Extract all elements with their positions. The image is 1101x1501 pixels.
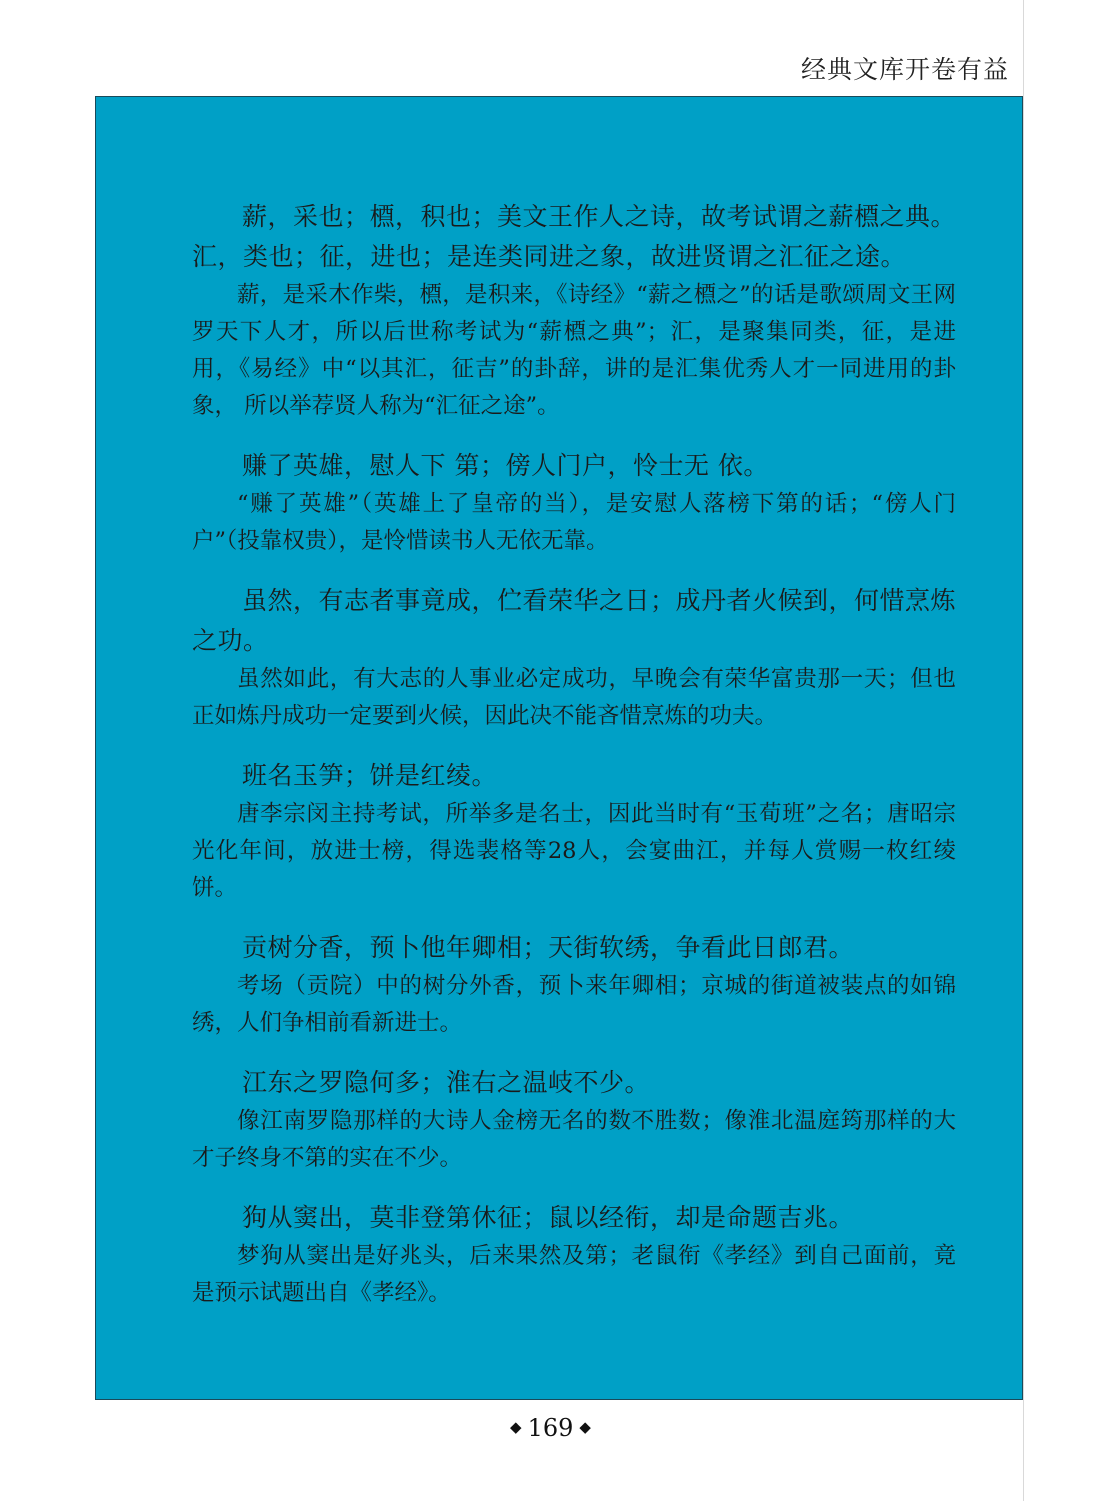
annotation-text: 虽然如此，有大志的人事业必定成功，早晚会有荣华富贵那一天；但也正如炼丹成功一定要到火候，因此决不能吝惜烹炼的功夫。 <box>192 666 956 729</box>
verse-text: 狗从窦出，莫非登第休征；鼠以经衔，却是命题吉兆。 <box>242 1203 855 1232</box>
annotation-text: 薪，是采木作柴，槱，是积来，《诗经》“薪之槱之”的话是歌颂周文王网罗天下人才，所以后世称考试为“薪槱之典”；汇，是聚集同类，征，是进用，《易经》中“以其汇，征吉”的卦辞，讲的是汇集优秀人才一同进用的卦象， 所以举荐贤人称为“汇征之途”。 <box>192 282 956 419</box>
page-number: 169 <box>527 1414 574 1442</box>
verse-text: 贡树分香，预卜他年卿相；天街软绣，争看此日郎君。 <box>242 933 855 962</box>
entry-5 <box>192 928 956 1042</box>
entry-1 <box>192 197 956 425</box>
verse-text: 虽然，有志者事竟成，伫看荣华之日；成丹者火候到，何惜烹炼之功。 <box>192 586 957 655</box>
entry-2 <box>192 446 956 560</box>
annotation-text: 考场（贡院）中的树分外香，预卜来年卿相；京城的街道被装点的如锦绣，人们争相前看新进士。 <box>192 973 956 1036</box>
entry-4 <box>192 756 956 907</box>
verse-text: 薪，采也；槱，积也；美文王作人之诗，故考试谓之薪槱之典。汇，类也；征，进也；是连类同进之象，故进贤谓之汇征之途。 <box>192 202 957 271</box>
annotation-text: 唐李宗闵主持考试，所举多是名士，因此当时有“玉荀班”之名；唐昭宗光化年间，放进士榜，得选裴格等28人，会宴曲江，并每人赏赐一枚红绫饼。 <box>192 801 956 901</box>
page-number-footer <box>0 1414 1101 1442</box>
entry-3 <box>192 581 956 735</box>
text-panel <box>95 96 1023 1400</box>
annotation-text: 梦狗从窦出是好兆头，后来果然及第；老鼠衔《孝经》到自己面前，竟是预示试题出自《孝经》。 <box>192 1243 956 1306</box>
diamond-ornament-icon: ◆ <box>510 1418 522 1436</box>
annotation-text: 像江南罗隐那样的大诗人金榜无名的数不胜数；像淮北温庭筠那样的大才子终身不第的实在不少。 <box>192 1108 956 1171</box>
entry-6 <box>192 1063 956 1177</box>
verse-text: 赚了英雄，慰人下 第；傍人门户，怜士无 依。 <box>242 451 769 480</box>
diamond-ornament-icon: ◆ <box>579 1418 591 1436</box>
entry-7 <box>192 1198 956 1312</box>
page-edge-line <box>1023 0 1024 1501</box>
content-column <box>192 197 956 1333</box>
running-header-title: 经典文库开卷有益 <box>800 55 1009 84</box>
verse-text: 班名玉笋；饼是红绫。 <box>242 761 498 790</box>
annotation-text: “赚了英雄”（英雄上了皇帝的当），是安慰人落榜下第的话；“傍人门户”（投靠权贵），是怜惜读书人无依无靠。 <box>192 491 956 554</box>
verse-text: 江东之罗隐何多；淮右之温岐不少。 <box>242 1068 651 1097</box>
